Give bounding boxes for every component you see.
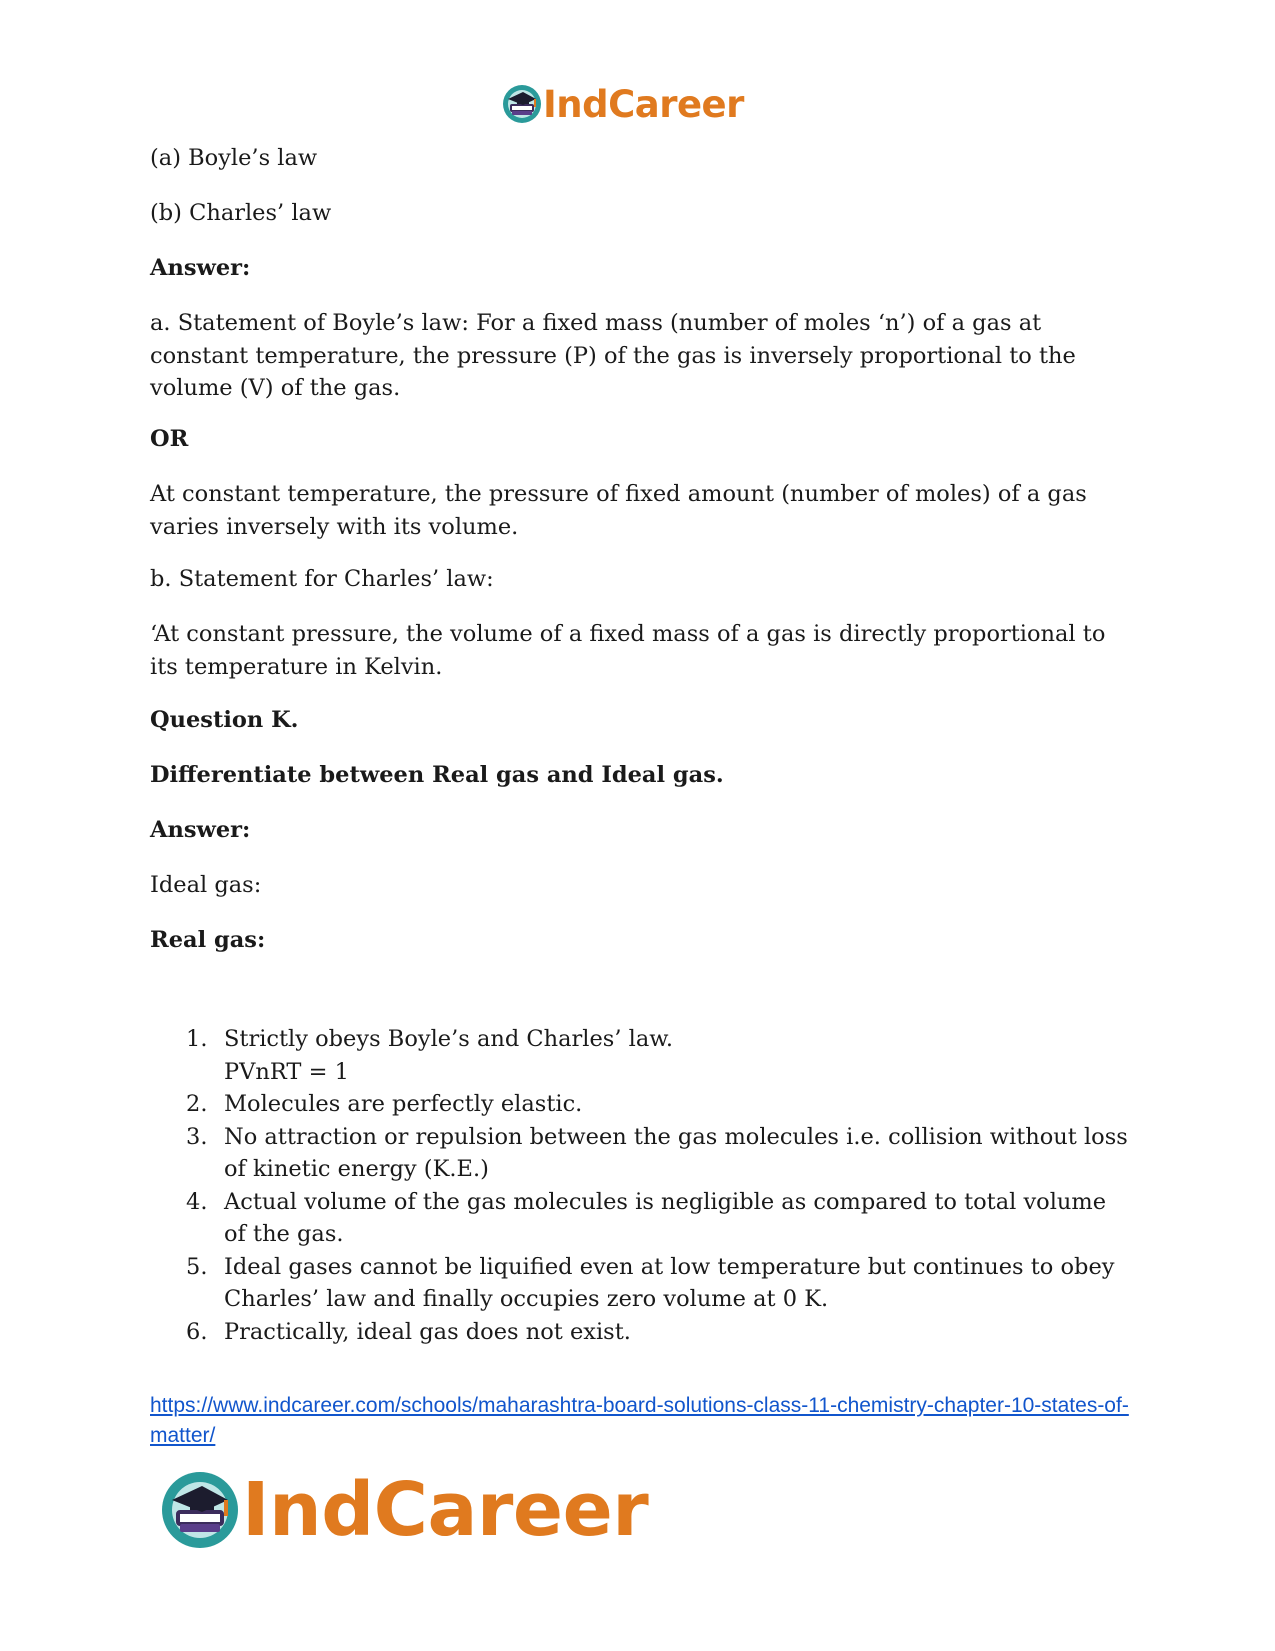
header-logo[interactable] [502,82,744,126]
list-item-text: Ideal gases cannot be liquified even at low temperature but continues to obey Charles’ law and finally occupies zero volume at 0 K. [224,1253,1115,1312]
list-item [150,1121,1130,1186]
graduation-cap-book-icon [502,84,542,124]
paragraph-boyles-law-item: (a) Boyle’s law [150,145,318,171]
or-heading: OR [150,426,189,452]
paragraph-charles-law-item: (b) Charles’ law [150,200,332,226]
footer-logo-text: IndCareer [242,1467,649,1553]
list-item-subtext: PVnRT = 1 [224,1058,349,1085]
list-item [150,1186,1130,1251]
paragraph-charles-intro: b. Statement for Charles’ law: [150,566,494,592]
list-item [150,1088,1130,1121]
list-item-number: 4. [186,1188,208,1215]
question-text: Differentiate between Real gas and Ideal gas. [150,762,724,788]
list-item [150,1251,1130,1316]
paragraph-boyles-alt-statement: At constant temperature, the pressure of fixed amount (number of moles) of a gas varies inversely with its volume. [150,481,1087,540]
list-item-number: 3. [186,1123,208,1150]
list-item-number: 2. [186,1091,208,1117]
ideal-gas-properties-list [150,1023,1130,1348]
list-item-number: 1. [186,1026,208,1052]
list-item-text: Molecules are perfectly elastic. [224,1091,583,1117]
real-gas-label: Real gas: [150,927,266,953]
list-item-text: Practically, ideal gas does not exist. [224,1318,631,1345]
list-item-number: 6. [186,1318,208,1345]
footer-logo[interactable] [160,1468,648,1552]
list-item [150,1023,1130,1088]
source-link[interactable]: https://www.indcareer.com/schools/maharashtra-board-solutions-class-11-chemistry-chapter-10-states-of-matter/ [150,1394,1129,1447]
ideal-gas-label: Ideal gas: [150,872,262,898]
list-item-number: 5. [186,1253,208,1280]
paragraph-boyles-statement: a. Statement of Boyle’s law: For a fixed mass (number of moles ‘n’) of a gas at constant temperature, the pressure (P) of the gas is inversely proportional to the volume (V) of the gas. [150,310,1076,401]
answer-heading: Answer: [150,255,251,281]
list-item-text: Strictly obeys Boyle’s and Charles’ law. [224,1026,673,1052]
list-item [150,1316,1130,1349]
list-item-text: No attraction or repulsion between the gas molecules i.e. collision without loss of kinetic energy (K.E.) [224,1123,1128,1182]
list-item-text: Actual volume of the gas molecules is negligible as compared to total volume of the gas. [224,1188,1107,1247]
question-heading: Question K. [150,707,299,733]
answer-heading-2: Answer: [150,817,251,843]
paragraph-charles-statement: ‘At constant pressure, the volume of a fixed mass of a gas is directly proportional to its temperature in Kelvin. [150,621,1106,680]
header-logo-text: IndCareer [543,82,744,126]
graduation-cap-book-icon [160,1470,240,1550]
